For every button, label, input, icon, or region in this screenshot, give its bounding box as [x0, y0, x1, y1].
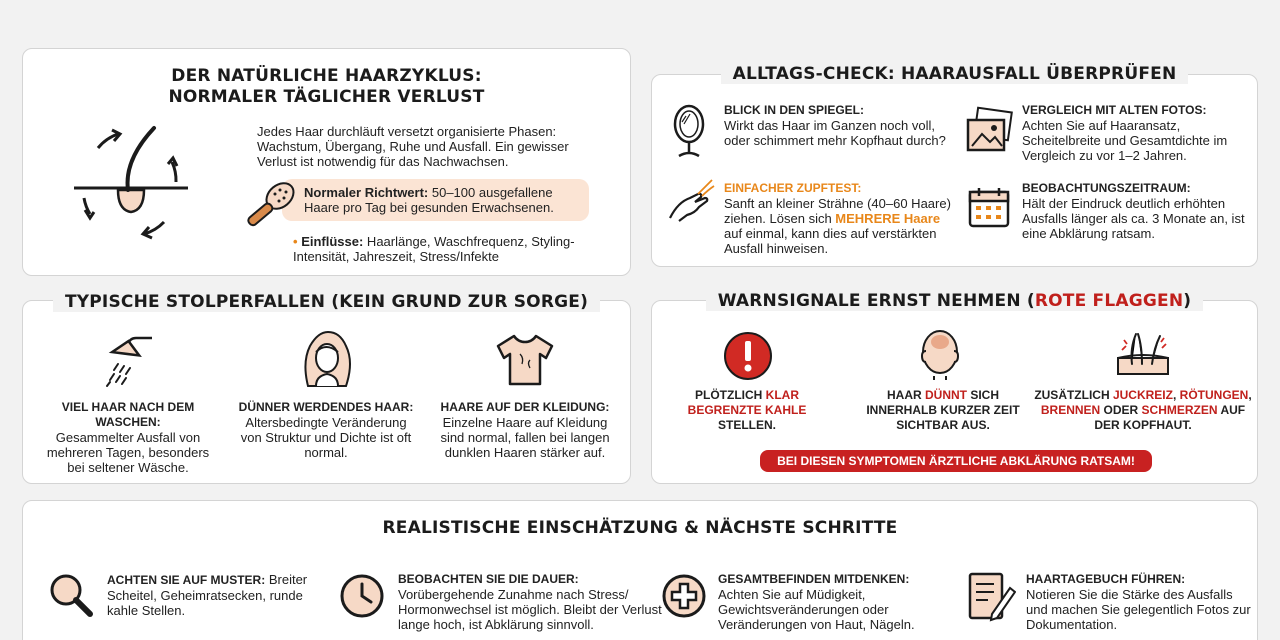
clothes-pitfall: HAARE AUF DER KLEIDUNG: Einzelne Haare auf Kleidung sind normal, fallen bei langen dunklen Haaren stärker auf. [440, 400, 610, 460]
magnifier-icon [46, 570, 98, 622]
woman-hair-icon [298, 330, 356, 390]
hairbrush-icon [242, 176, 300, 234]
calendar-icon [966, 184, 1012, 230]
hand-pull-icon [666, 178, 716, 228]
pattern-step: ACHTEN SIE AUF MUSTER: Breiter Scheitel, Geheimratsecken, runde kahle Stellen. [107, 572, 308, 618]
tshirt-icon [494, 332, 556, 388]
medical-advice-banner: BEI DIESEN SYMPTOMEN ÄRZTLICHE ABKLÄRUNG RATSAM! [760, 450, 1152, 472]
clock-icon [338, 572, 386, 620]
normal-value-text: Normaler Richtwert: 50–100 ausgefallene Haare pro Tag bei gesunden Erwachsenen. [304, 185, 554, 215]
hair-cycle-intro: Jedes Haar durchläuft versetzt organisierte Phasen: Wachstum, Übergang, Ruhe und Ausfall. Ein gewisser Verlust ist notwendig für das Nachwachsen. [257, 124, 569, 169]
health-step: GESAMTBEFINDEN MITDENKEN: Achten Sie auf Müdigkeit, Gewichtsveränderungen oder Veränderungen von Haut, Nägeln. [718, 572, 915, 632]
thinning-pitfall: DÜNNER WERDENDES HAAR: Altersbedingte Veränderung von Struktur und Dichte ist oft normal. [238, 400, 414, 460]
pitfalls-title: TYPISCHE STOLPERFALLEN (KEIN GRUND ZUR SORGE) [22, 292, 631, 313]
observation-period-check: BEOBACHTUNGSZEITRAUM: Hält der Eindruck deutlich erhöhten Ausfalls länger als ca. 3 Monate an, ist eine Abklärung ratsam. [1022, 181, 1245, 241]
next-steps-title: REALISTISCHE EINSCHÄTZUNG & NÄCHSTE SCHRITTE [382, 518, 898, 538]
mirror-icon [666, 104, 712, 160]
daily-check-title: ALLTAGS-CHECK: HAARAUSFALL ÜBERPRÜFEN [651, 64, 1258, 85]
bald-spots-signal: PLÖTZLICH KLAR BEGRENZTE KAHLE STELLEN. [687, 388, 807, 432]
diary-step: HAARTAGEBUCH FÜHREN: Notieren Sie die Stärke des Ausfalls und machen Sie gelegentlich Fotos zur Dokumentation. [1026, 572, 1251, 632]
health-cross-icon [660, 572, 708, 620]
duration-step: BEOBACHTEN SIE DIE DAUER: Vorübergehende Zunahme nach Stress/ Hormonwechsel ist möglich. Bleibt der Verlust lange hoch, ist Abklärung sinnvoll. [398, 572, 662, 632]
warning-title: WARNSIGNALE ERNST NEHMEN (ROTE FLAGGEN) [651, 291, 1258, 312]
thinning-head-icon [914, 326, 966, 382]
rapid-thinning-signal: HAAR DÜNNT SICH INNERHALB KURZER ZEIT SICHTBAR AUS. [866, 388, 1020, 432]
photos-check: VERGLEICH MIT ALTEN FOTOS: Achten Sie auf Haaransatz, Scheitelbreite und Gesamtdichte im Vergleich zu vor 1–2 Jahren. [1022, 103, 1228, 163]
hair-cycle-icon [68, 118, 194, 244]
alert-icon [722, 330, 774, 382]
influences-text: • Einflüsse: Haarlänge, Waschfrequenz, Styling-Intensität, Jahreszeit, Stress/Infekte [293, 234, 575, 264]
pull-test-check: EINFACHER ZUPFTEST: Sanft an kleiner Strähne (40–60 Haare) ziehen. Lösen sich MEHRERE Haare auf einmal, kann dies auf verstärkten Ausfall hinweisen. [724, 181, 951, 256]
scalp-irritation-icon [1114, 328, 1172, 380]
diary-icon [964, 568, 1016, 624]
photos-icon [964, 106, 1014, 156]
mirror-check: BLICK IN DEN SPIEGEL: Wirkt das Haar im Ganzen noch voll, oder schimmert mehr Kopfhaut durch? [724, 103, 946, 148]
scalp-symptoms-signal: ZUSÄTZLICH JUCKREIZ, RÖTUNGEN, BRENNEN ODER SCHMERZEN AUF DER KOPFHAUT. [1034, 388, 1252, 432]
shower-icon [96, 330, 158, 388]
wash-pitfall: VIEL HAAR NACH DEM WASCHEN: Gesammelter Ausfall von mehreren Tagen, besonders bei seltener Wäsche. [46, 400, 210, 475]
hair-cycle-title: DER NATÜRLICHE HAARZYKLUS: NORMALER TÄGLICHER VERLUST [168, 66, 485, 107]
